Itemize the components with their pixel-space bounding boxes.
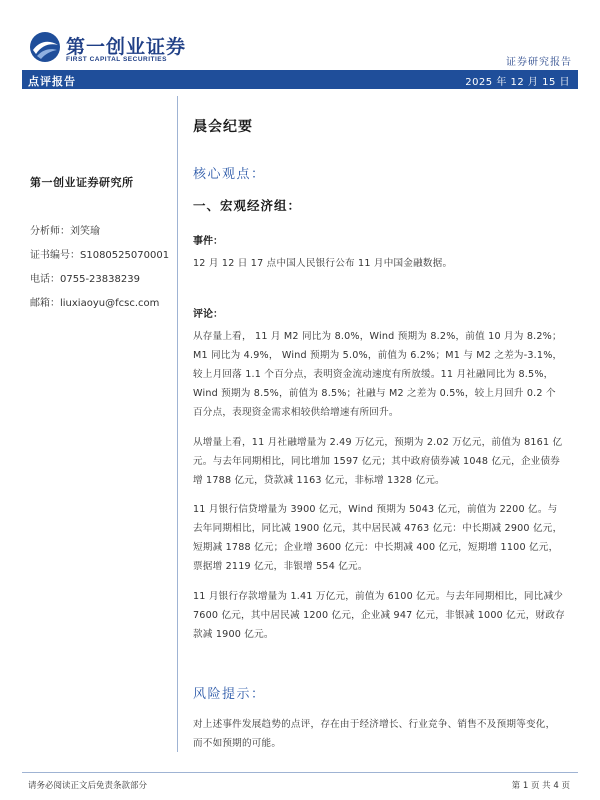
page-title: 晨会纪要 <box>193 119 253 135</box>
report-date: 2025 年 12 月 15 日 <box>465 77 570 88</box>
report-type-label: 点评报告 <box>28 75 76 88</box>
header-band <box>22 70 578 89</box>
column-divider <box>177 96 178 752</box>
comment-paragraph: 从增量上看，11 月社融增量为 2.49 万亿元，预期为 2.02 万亿元，前值为 8161 亿元。与去年同期相比，同比增加 1597 亿元；其中政府债券减 1048 亿元，企业债券增 1788 亿元，贷款减 1163 亿元，非标增 1328 亿元。 <box>193 437 563 486</box>
risk-heading: 风险提示： <box>193 687 266 702</box>
risk-text: 对上述事件发展趋势的点评，存在由于经济增长、行业竞争、销售不及预期等变化，而不如预期的可能。 <box>193 719 556 749</box>
phone-number: 电话：0755-23838239 <box>30 274 140 285</box>
email-address: 邮箱：liuxiaoyu@fcsc.com <box>30 298 160 309</box>
comment-label: 评论： <box>193 309 223 320</box>
core-heading: 核心观点： <box>193 167 266 182</box>
company-name-en: FIRST CAPITAL SECURITIES <box>66 56 167 63</box>
footer-divider <box>22 772 578 773</box>
page-number: 第 1 页 共 4 页 <box>511 781 570 791</box>
company-logo-icon <box>28 30 62 64</box>
comment-paragraph: 11 月银行存款增量为 1.41 万亿元，前值为 6100 亿元。与去年同期相比，同比减少 7600 亿元，其中居民减 1200 亿元，企业减 947 亿元，非银减 1000 亿元，财政存款减 1900 亿元。 <box>193 591 565 640</box>
report-header <box>0 0 600 90</box>
event-text: 12 月 12 日 17 点中国人民银行公布 11 月中国金融数据。 <box>193 258 453 269</box>
comment-paragraph: 从存量上看， 11 月 M2 同比为 8.0%，Wind 预期为 8.2%，前值 10 月为 8.2%；M1 同比为 4.9%， Wind 预期为 5.0%，前值为 6.2%；M1 与 M2 之差为-3.1%，较上月回落 1.1 个百分点，表明资金流动速度有所放缓。11 月社融同比为 8.5%，Wind 预期为 8.5%，前值为 8.5%；社融与 M2 之差为 0.5%，较上月回升 0.2 个百分点，表现资金需求相较供给增速有所回升。 <box>193 331 563 418</box>
certificate-number: 证书编号：S1080525070001 <box>30 250 170 261</box>
analyst-name: 分析师：刘笑瑜 <box>30 226 100 237</box>
analyst-sidebar <box>30 174 175 316</box>
report-kind: 证券研究报告 <box>506 57 572 68</box>
institute-name: 第一创业证券研究所 <box>30 176 134 189</box>
comment-paragraph: 11 月银行信贷增量为 3900 亿元，Wind 预期为 5043 亿元，前值为 2200 亿。与去年同期相比，同比减 1900 亿元，其中居民减 4763 亿元：中长期减 2900 亿元，短期减 1788 亿元；企业增 3600 亿元：中长期减 400 亿元，短期增 1100 亿元，票据增 2119 亿元，非银增 554 亿元。 <box>193 504 563 572</box>
company-name-cn: 第一创业证券 <box>66 36 187 58</box>
footer-disclaimer: 请务必阅读正文后免责条款部分 <box>28 781 148 791</box>
section-heading: 一、宏观经济组： <box>193 198 302 213</box>
event-label: 事件： <box>193 236 223 247</box>
